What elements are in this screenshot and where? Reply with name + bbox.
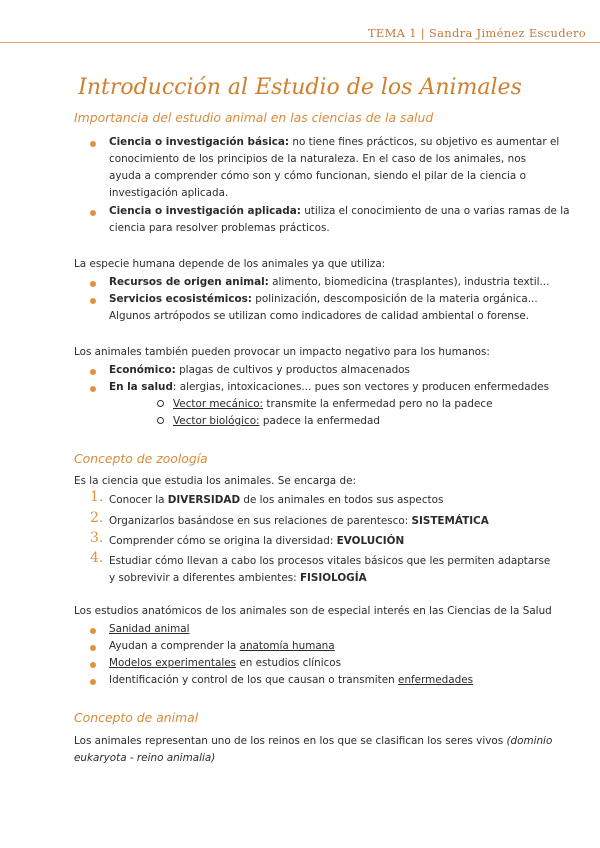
list-item-servicios: Servicios ecosistémicos: polinización, descomposición de la materia orgánica... Algunos artrópodos se utilizan como indicadores de calidad ambiental o forense.	[109, 293, 538, 322]
bullet-icon	[90, 679, 96, 685]
bullet-icon	[90, 210, 96, 216]
list-item-sistematica: Organizarlos basándose en sus relaciones de parentesco: SISTEMÁTICA	[109, 515, 489, 527]
list-number: 2.	[90, 510, 104, 526]
page-header	[0, 0, 600, 45]
list-item-enfermedades: Identificación y control de los que causan o transmiten enfermedades	[109, 674, 474, 686]
bullet-icon	[90, 386, 96, 392]
paragraph-zoologia-intro: Es la ciencia que estudia los animales. Se encarga de:	[74, 475, 356, 487]
bullet-icon	[90, 628, 96, 634]
list-item-ciencia-aplicada: Ciencia o investigación aplicada: utiliza el conocimiento de una o varias ramas de la ciencia para resolver problemas prácticos.	[109, 205, 570, 234]
list-item-evolucion: Comprender cómo se origina la diversidad: EVOLUCIÓN	[109, 535, 405, 547]
bullet-icon	[90, 369, 96, 375]
list-item-modelos: Modelos experimentales en estudios clínicos	[109, 657, 342, 669]
header-text: TEMA 1 | Sandra Jiménez Escudero	[367, 26, 586, 40]
paragraph-impacto: Los animales también pueden provocar un impacto negativo para los humanos:	[74, 346, 490, 358]
sub-item-vector-biologico: Vector biológico: padece la enfermedad	[173, 415, 380, 427]
section-heading-zoologia: Concepto de zoología	[74, 451, 208, 466]
bullet-icon	[90, 662, 96, 668]
list-number: 1.	[90, 489, 104, 505]
circle-bullet-icon	[157, 400, 164, 407]
list-item-economico: Económico: plagas de cultivos y productos almacenados	[109, 364, 410, 376]
list-item-salud: En la salud: alergias, intoxicaciones... pues son vectores y producen enfermedades	[109, 381, 549, 393]
paragraph-especie-humana: La especie humana depende de los animales ya que utiliza:	[74, 258, 386, 270]
section-heading-importancia: Importancia del estudio animal en las ciencias de la salud	[74, 110, 434, 125]
circle-bullet-icon	[157, 417, 164, 424]
bullet-icon	[90, 281, 96, 287]
list-item-fisiologia: Estudiar cómo llevan a cabo los procesos vitales básicos que les permiten adaptarse y sobrevivir a diferentes ambientes: FISIOLOGÍA	[109, 555, 551, 584]
section-heading-animal: Concepto de animal	[74, 710, 199, 725]
page-title: Introducción al Estudio de los Animales	[78, 75, 522, 100]
list-item-anatomia: Ayudan a comprender la anatomía humana	[109, 640, 335, 652]
list-item-sanidad: Sanidad animal	[109, 623, 190, 635]
bullet-icon	[90, 141, 96, 147]
list-number: 3.	[90, 530, 104, 546]
bullet-icon	[90, 298, 96, 304]
list-item-diversidad: Conocer la DIVERSIDAD de los animales en todos sus aspectos	[109, 494, 444, 506]
list-number: 4.	[90, 550, 104, 566]
list-item-recursos: Recursos de origen animal: alimento, biomedicina (trasplantes), industria textil...	[109, 276, 550, 288]
list-item-ciencia-basica: Ciencia o investigación básica: no tiene fines prácticos, su objetivo es aumentar el conocimiento de los principios de la naturaleza. En el caso de los animales, nos ayuda a comprender cómo son y cómo funcionan, siendo el pilar de la ciencia o investigación aplicada.	[109, 136, 560, 199]
sub-item-vector-mecanico: Vector mecánico: transmite la enfermedad pero no la padece	[173, 398, 493, 410]
paragraph-concepto-animal: Los animales representan uno de los reinos en los que se clasifican los seres vivos (dominio eukaryota - reino animalia)	[74, 735, 553, 764]
paragraph-estudios-anatomicos: Los estudios anatómicos de los animales son de especial interés en las Ciencias de la Salud	[74, 605, 552, 617]
header-rule	[0, 42, 600, 43]
bullet-icon	[90, 645, 96, 651]
